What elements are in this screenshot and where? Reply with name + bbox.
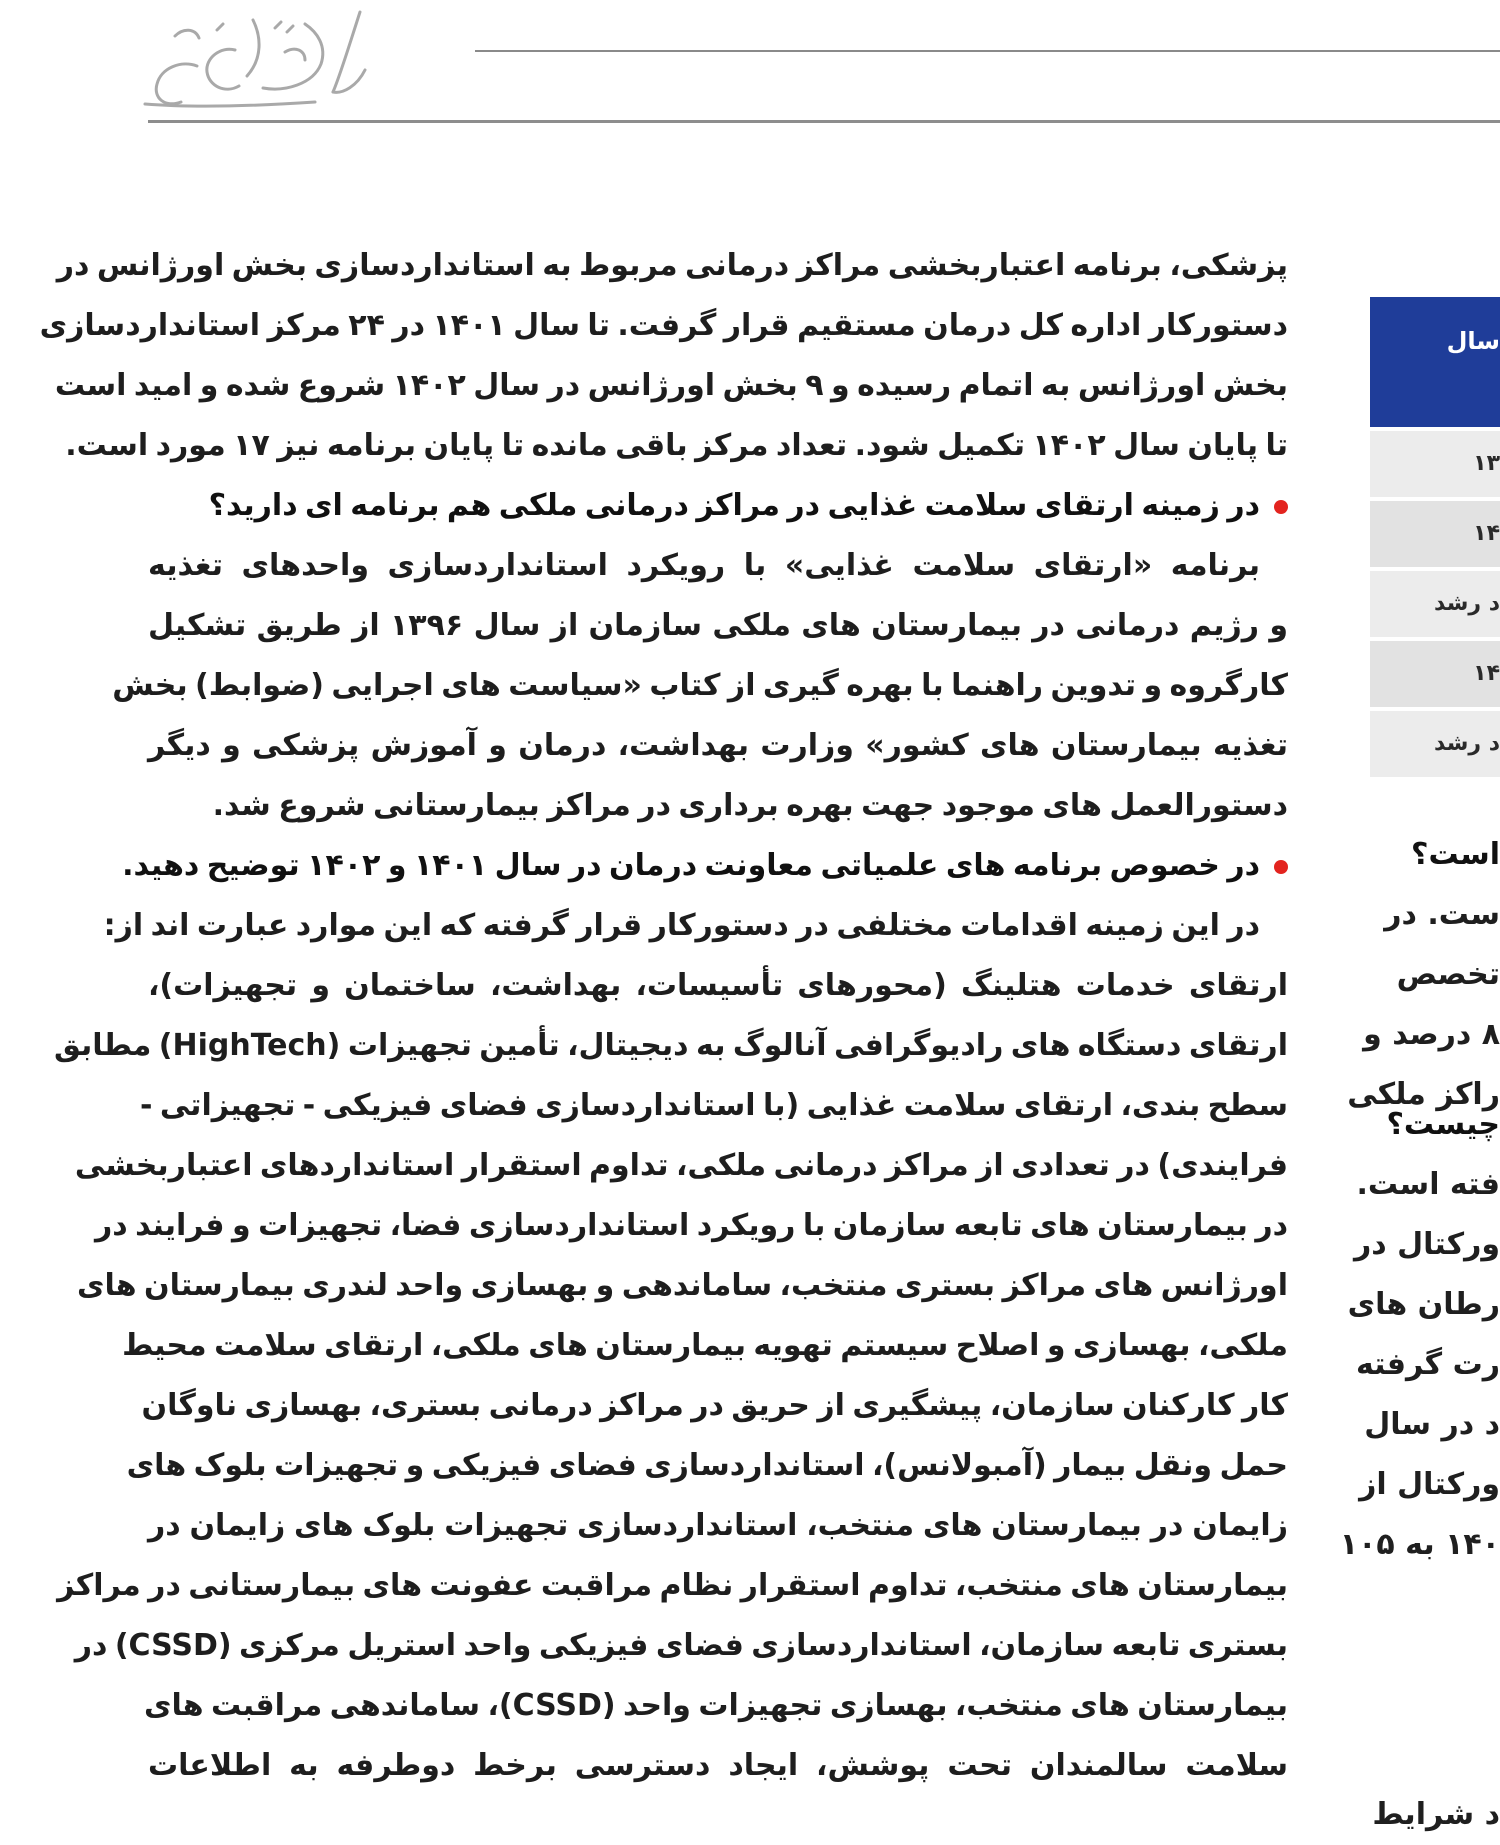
side-column-block-3 [1370, 1785, 1500, 1845]
side-text-line: ورکتال از [1359, 1467, 1500, 1502]
paragraph-line: ارتقای خدمات هتلینگ (محورهای تأسیسات، بهداشت، ساختمان و تجهیزات)، [148, 968, 1288, 1003]
side-text-line: رطان های [1347, 1287, 1500, 1322]
paragraph-line: بیمارستان های منتخب، بهسازی تجهیزات واحد (CSSD)، ساماندهی مراقبت های [144, 1688, 1288, 1723]
paragraph-line: تا پایان سال ۱۴۰۲ تکمیل شود. تعداد مرکز باقی مانده تا پایان برنامه نیز ۱۷ مورد است. [65, 428, 1288, 463]
side-text-line: د شرایط [1372, 1797, 1500, 1832]
header-rule-top [475, 50, 1500, 52]
interview-question [148, 476, 1288, 536]
side-question-line: است؟ [1411, 837, 1500, 872]
side-text-line: د در سال [1364, 1407, 1500, 1442]
paragraph-line: تغذیه بیمارستان های کشور» وزارت بهداشت، درمان و آموزش پزشکی و دیگر [148, 728, 1288, 763]
paragraph-line: بستری تابعه سازمان، استانداردسازی فضای فیزیکی واحد استریل مرکزی (CSSD) در [74, 1628, 1288, 1663]
side-column-block-1 [1347, 825, 1500, 1125]
question-bullet-icon [1274, 500, 1288, 514]
header-rule-bottom [148, 120, 1500, 123]
table-row: ۱۳ [1370, 431, 1500, 497]
paragraph-line: و رژیم درمانی در بیمارستان های ملکی سازمان از سال ۱۳۹۶ از طریق تشکیل [148, 608, 1288, 643]
side-text-line: فته است. [1356, 1167, 1500, 1202]
side-text-line: ورکتال در [1353, 1227, 1500, 1262]
paragraph-line: سلامت سالمندان تحت پوشش، ایجاد دسترسی برخط دوطرفه به اطلاعات [148, 1748, 1288, 1783]
side-question-line: چیست؟ [1386, 1107, 1500, 1142]
paragraph-line: کار کارکنان سازمان، پیشگیری از حریق در مراکز درمانی بستری، بهسازی ناوگان [141, 1388, 1288, 1423]
paragraph-line: ملکی، بهسازی و اصلاح سیستم تهویه بیمارستان های ملکی، ارتقای سلامت محیط [122, 1328, 1288, 1363]
paragraph-line: فرایندی) در تعدادی از مراکز درمانی ملکی، تداوم استقرار استانداردهای اعتباربخشی [74, 1148, 1288, 1183]
question-text: در زمینه ارتقای سلامت غذایی در مراکز درمانی ملکی هم برنامه ای دارید؟ [208, 488, 1260, 523]
table-row: ۱۴ [1370, 641, 1500, 707]
masthead-logo [135, 6, 375, 120]
paragraph-line: اورژانس های مراکز بستری منتخب، ساماندهی و بهسازی واحد لندری بیمارستان های [77, 1268, 1288, 1303]
paragraph-line: دستورکار اداره کل درمان مستقیم قرار گرفت. تا سال ۱۴۰۱ در ۲۴ مرکز استانداردسازی [39, 308, 1288, 343]
side-text-line: رت گرفته [1355, 1347, 1500, 1382]
paragraph-line: سطح بندی، ارتقای سلامت غذایی (با استانداردسازی فضای فیزیکی - تجهیزاتی - [139, 1088, 1288, 1123]
table-row: ۱۴ [1370, 501, 1500, 567]
paragraph-line: بیمارستان های منتخب، تداوم استقرار نظام مراقبت عفونت های بیمارستانی در مراکز [57, 1568, 1288, 1603]
paragraph-line: بخش اورژانس به اتمام رسیده و ۹ بخش اورژانس در سال ۱۴۰۲ شروع شده و امید است [54, 368, 1288, 403]
paragraph-line: ارتقای دستگاه های رادیوگرافی آنالوگ به دیجیتال، تأمین تجهیزات (HighTech) مطابق [53, 1028, 1288, 1063]
paragraph-line: کارگروه و تدوین راهنما با بهره گیری از کتاب «سیاست های اجرایی (ضوابط) بخش [112, 668, 1288, 703]
stats-table [1370, 297, 1500, 779]
table-header-label: سال [1446, 327, 1500, 355]
paragraph-line: حمل ونقل بیمار (آمبولانس)، استانداردسازی فضای فیزیکی و تجهیزات بلوک های [126, 1448, 1288, 1483]
side-text-line: تخصص [1396, 957, 1500, 992]
paragraph-line: پزشکی، برنامه اعتباربخشی مراکز درمانی مربوط به استانداردسازی بخش اورژانس در [56, 248, 1288, 283]
question-bullet-icon [1274, 860, 1288, 874]
side-text-line: ۱۴۰ به ۱۰۵ [1339, 1527, 1500, 1562]
side-text-line: ۸ درصد و [1363, 1017, 1500, 1052]
paragraph-line: زایمان در بیمارستان های منتخب، استانداردسازی تجهیزات بلوک های زایمان در [148, 1508, 1288, 1543]
paragraph-line: برنامه «ارتقای سلامت غذایی» با رویکرد استانداردسازی واحدهای تغذیه [148, 548, 1260, 583]
paragraph-line: در این زمینه اقدامات مختلفی در دستورکار قرار گرفته که این موارد عبارت اند از: [103, 908, 1260, 943]
side-text-line: راکز ملکی [1347, 1077, 1500, 1112]
table-header [1370, 297, 1500, 427]
table-row: د رشد [1370, 711, 1500, 777]
table-row: د رشد [1370, 571, 1500, 637]
paragraph-line: در بیمارستان های تابعه سازمان با رویکرد استانداردسازی فضا، تجهیزات و فرایند در [95, 1208, 1288, 1243]
paragraph-line: دستورالعمل های موجود جهت بهره برداری در مراکز بیمارستانی شروع شد. [212, 788, 1288, 823]
side-column-block-2 [1339, 1095, 1500, 1575]
question-text: در خصوص برنامه های علمیاتی معاونت درمان در سال ۱۴۰۱ و ۱۴۰۲ توضیح دهید. [122, 848, 1260, 883]
article-main-column [39, 236, 1288, 1796]
side-text-line: ست. در [1384, 897, 1500, 932]
interview-question [122, 836, 1288, 896]
